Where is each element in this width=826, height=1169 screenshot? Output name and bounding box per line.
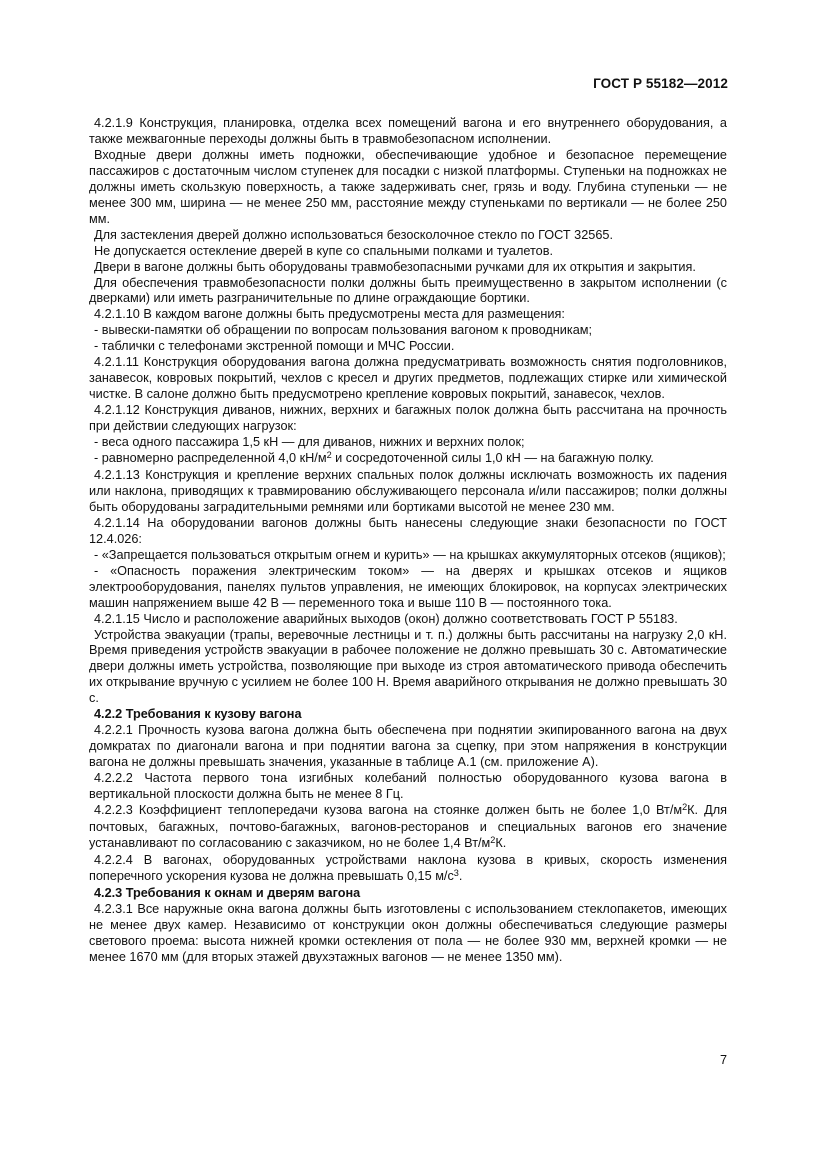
- paragraph-4-2-1-14: 4.2.1.14 На оборудовании вагонов должны быть нанесены следующие знаки безопасности по ГОСТ 12.4.026:: [89, 515, 727, 546]
- load-text-b: и сосредоточенной силы 1,0 кН — на багажную полку.: [331, 451, 654, 466]
- paragraph-4-2-3-1: 4.2.3.1 Все наружные окна вагона должны быть изготовлены с использованием стеклопакетов, имеющих не менее двух камер. Независимо от конструкции окон должны обеспечиваться следующие размеры светового проема: высота нижней кромки остекления от пола — не более 930 мм, верхней кромки — не менее 1670 мм (для вторых этажей двухэтажных вагонов — не менее 1350 мм).: [89, 901, 727, 964]
- load-text-a: - равномерно распределенной 4,0 кН/м: [94, 451, 327, 466]
- document-header: ГОСТ Р 55182—2012: [593, 76, 728, 91]
- paragraph-4-2-2-3: [89, 803, 727, 853]
- paragraph-4-2-1-10: 4.2.1.10 В каждом вагоне должны быть предусмотрены места для размещения:: [94, 307, 565, 322]
- paragraph-glazing-restriction: Не допускается остекление дверей в купе со спальными полками и туалетов.: [94, 243, 553, 258]
- heat-superscript-1: 2: [682, 801, 688, 812]
- paragraph-4-2-2-2: 4.2.2.2 Частота первого тона изгибных колебаний полностью оборудованного кузова вагона в вертикальной плоскости должна быть не менее 8 Гц.: [89, 771, 727, 802]
- paragraph-4-2-1-15: 4.2.1.15 Число и расположение аварийных выходов (окон) должно соответствовать ГОСТ Р 55183.: [94, 611, 678, 626]
- paragraph-shelf-safety: Для обеспечения травмобезопасности полки должны быть преимущественно в закрытом исполнении (с дверками) или иметь разграничительные по длине ограждающие бортики.: [89, 275, 727, 306]
- document-body: [89, 116, 727, 966]
- list-item-electric-shock: - «Опасность поражения электрическим током» — на дверях и крышках отсеков и ящиков электрооборудования, панелях пультов управления, не имеющих блокировок, на корпусах электрических машин напряжением выше 42 В — переменного тока и выше 110 В — постоянного тока.: [89, 563, 727, 610]
- list-item-no-fire: - «Запрещается пользоваться открытым огнем и курить» — на крышках аккумуляторных отсеков (ящиков);: [94, 547, 726, 562]
- paragraph-4-2-2-4: [89, 853, 727, 886]
- paragraph-door-handles: Двери в вагоне должны быть оборудованы травмобезопасными ручками для их открытия и закрытия.: [94, 259, 696, 274]
- paragraph-4-2-1-9: 4.2.1.9 Конструкция, планировка, отделка всех помещений вагона и его внутреннего оборудования, а также межвагонные переходы должны быть в травмобезопасном исполнении.: [89, 116, 727, 146]
- heat-superscript-2: 2: [490, 834, 496, 845]
- paragraph-4-2-1-12: 4.2.1.12 Конструкция диванов, нижних, верхних и багажных полок должна быть рассчитана на прочность при действии следующих нагрузок:: [89, 403, 727, 434]
- paragraph-door-glazing: Для застекления дверей должно использоваться безосколочное стекло по ГОСТ 32565.: [94, 227, 613, 242]
- paragraph-4-2-1-13: 4.2.1.13 Конструкция и крепление верхних спальных полок должны исключать возможность их падения или наклона, приводящих к травмированию обслуживающего персонала и/или пассажиров; полки должны быть оборудованы заградительными ремнями или бортиками высотой не менее 230 мм.: [89, 467, 727, 514]
- section-heading-4-2-3: 4.2.3 Требования к окнам и дверям вагона: [94, 885, 361, 900]
- list-item-signs: - вывески-памятки об обращении по вопросам пользования вагоном к проводникам;: [94, 323, 593, 338]
- list-item-phones: - таблички с телефонами экстренной помощи и МЧС России.: [94, 339, 455, 354]
- tilt-text-a: 4.2.2.4 В вагонах, оборудованных устройствами наклона кузова в кривых, скорость изменения поперечного ускорения кузова не должна превышать 0,15 м/с: [89, 852, 727, 883]
- load-superscript: 2: [326, 449, 332, 460]
- list-item-distributed-load: [89, 451, 727, 468]
- heat-text-a: 4.2.2.3 Коэффициент теплопередачи кузова вагона на стоянке должен быть не более 1,0 Вт/м: [94, 802, 683, 817]
- tilt-superscript: 3: [453, 867, 459, 878]
- section-heading-4-2-2: 4.2.2 Требования к кузову вагона: [94, 707, 302, 722]
- paragraph-4-2-2-1: 4.2.2.1 Прочность кузова вагона должна быть обеспечена при поднятии экипированного вагона на двух домкратах по диагонали вагона и при поднятии вагона за сцепку, при этом напряжения в конструкции вагона не должны превышать значения, указанные в таблице А.1 (см. приложение А).: [89, 723, 727, 770]
- paragraph-4-2-1-11: 4.2.1.11 Конструкция оборудования вагона должна предусматривать возможность снятия подголовников, занавесок, ковровых покрытий, чехлов с кресел и других предметов, подлежащих стирке или химической чистке. В салоне должно быть предусмотрено крепление ковровых покрытий, занавесок, чехлов.: [89, 355, 727, 402]
- list-item-passenger-weight: - веса одного пассажира 1,5 кН — для диванов, нижних и верхних полок;: [94, 435, 525, 450]
- paragraph-entry-doors: Входные двери должны иметь подножки, обеспечивающие удобное и безопасное перемещение пассажиров с достаточным числом ступенек для посадки с низкой платформы. Ступеньки на подножках не должны иметь скользкую поверхность, а также задерживать снег, грязь и воду. Глубина ступеньки — не менее 300 мм, ширина — не менее 250 мм, расстояние между ступеньками по вертикали — не более 250 мм.: [89, 147, 727, 226]
- heat-text-b: К. Для почтовых, багажных, почтово-багажных, вагонов-ресторанов и специальных вагонов его значение устанавливают по согласованию с заказчиком, но не более 1,4 Вт/м: [89, 802, 727, 850]
- heat-text-c: К.: [495, 835, 507, 850]
- paragraph-evacuation: Устройства эвакуации (трапы, веревочные лестницы и т. п.) должны быть рассчитаны на нагрузку 2,0 кН. Время приведения устройств эвакуации в рабочее положение не должно превышать 30 с. Автоматические двери должны иметь устройства, позволяющие при выходе из строя автоматического привода обеспечить их открывание вручную с усилием не более 100 Н. Время аварийного открывания не должно превышать 30 с.: [89, 627, 727, 706]
- page-number: 7: [719, 1053, 727, 1067]
- tilt-text-b: .: [458, 868, 463, 883]
